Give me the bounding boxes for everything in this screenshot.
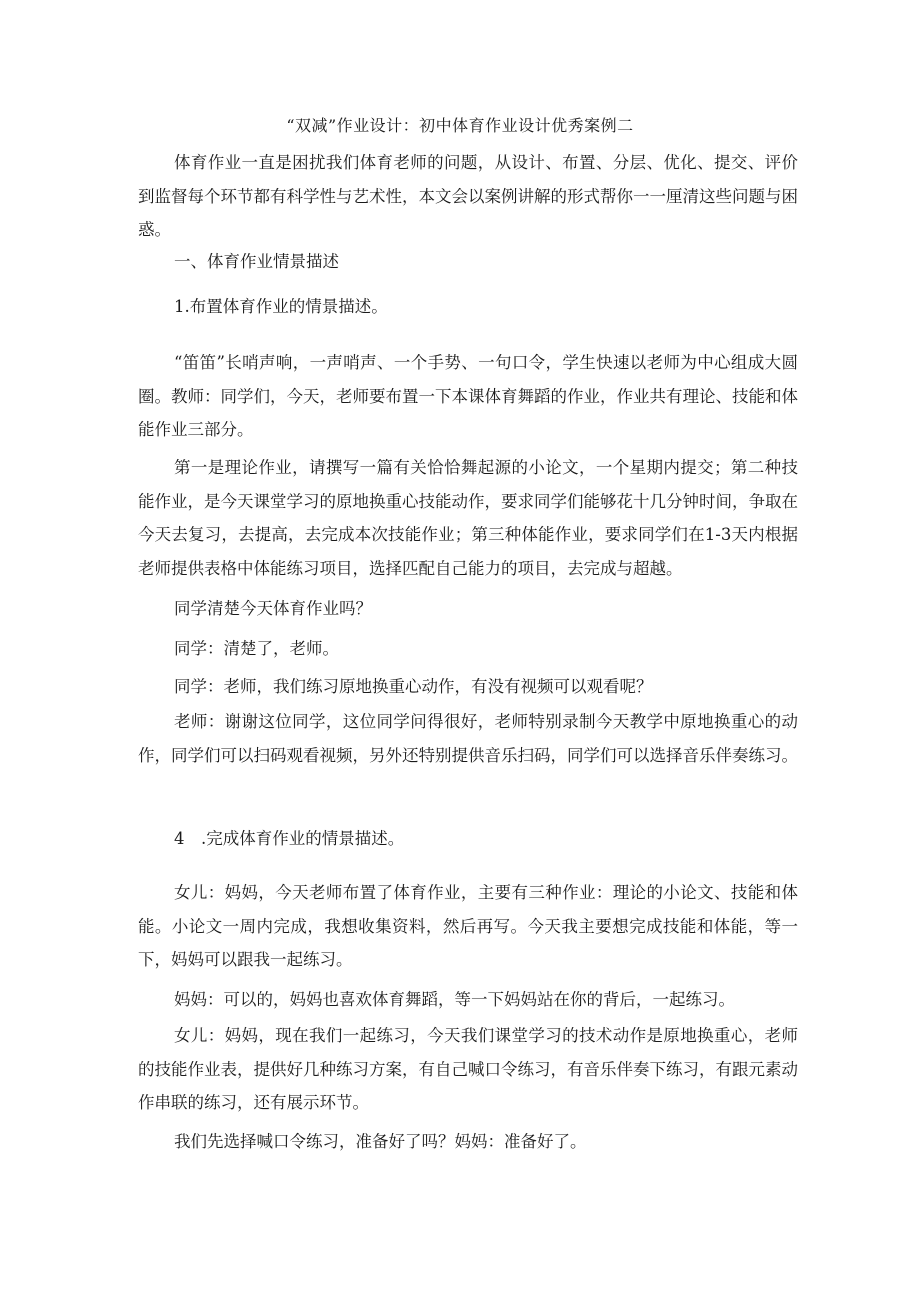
- paragraph-mother-1: 妈妈：可以的，妈妈也喜欢体育舞蹈，等一下妈妈站在你的背后，一起练习。: [174, 990, 735, 1009]
- section-heading-1: 一、体育作业情景描述: [174, 252, 339, 271]
- subsection-heading-1: 1.布置体育作业的情景描述。: [174, 297, 388, 316]
- subsection-heading-2: 4 .完成体育作业的情景描述。: [174, 829, 405, 848]
- paragraph-daughter-2: 女儿：妈妈，现在我们一起练习，今天我们课堂学习的技术动作是原地换重心，老师的技能作业表，提供好几种练习方案，有自己喊口令练习，有音乐伴奏下练习，有跟元素动作串联的练习，还有展示环节。: [138, 1026, 798, 1112]
- paragraph-teacher-reply: 老师：谢谢这位同学，这位同学问得很好，老师特别录制今天教学中原地换重心的动作，同学们可以扫码观看视频，另外还特别提供音乐扫码，同学们可以选择音乐伴奏练习。: [138, 712, 798, 765]
- paragraph-question: 同学清楚今天体育作业吗？: [174, 599, 372, 618]
- intro-paragraph: 体育作业一直是困扰我们体育老师的问题，从设计、布置、分层、优化、提交、评价到监督每个环节都有科学性与艺术性，本文会以案例讲解的形式帮你一一厘清这些问题与困惑。: [138, 153, 798, 239]
- paragraph-daughter-1: 女儿：妈妈，今天老师布置了体育作业，主要有三种作业：理论的小论文、技能和体能。小论文一周内完成，我想收集资料，然后再写。今天我主要想完成技能和体能，等一下，妈妈可以跟我一起练习。: [138, 883, 798, 969]
- paragraph-whistle: “笛笛”长哨声响，一声哨声、一个手势、一句口令，学生快速以老师为中心组成大圆圈。教师：同学们，今天，老师要布置一下本课体育舞蹈的作业，作业共有理论、技能和体能作业三部分。: [138, 353, 798, 439]
- document-title: “双减”作业设计：初中体育作业设计优秀案例二: [286, 116, 634, 135]
- paragraph-student-reply: 同学：清楚了，老师。: [174, 639, 339, 658]
- paragraph-final: 我们先选择喊口令练习，准备好了吗？妈妈：准备好了。: [174, 1132, 587, 1151]
- paragraph-student-ask: 同学：老师，我们练习原地换重心动作，有没有视频可以观看呢？: [174, 677, 653, 696]
- paragraph-homework-types: 第一是理论作业，请撰写一篇有关恰恰舞起源的小论文，一个星期内提交；第二种技能作业，是今天课堂学习的原地换重心技能动作，要求同学们能够花十几分钟时间，争取在今天去复习，去提高，去完成本次技能作业；第三种体能作业，要求同学们在1-3天内根据老师提供表格中体能练习项目，选择匹配自己能力的项目，去完成与超越。: [138, 458, 798, 578]
